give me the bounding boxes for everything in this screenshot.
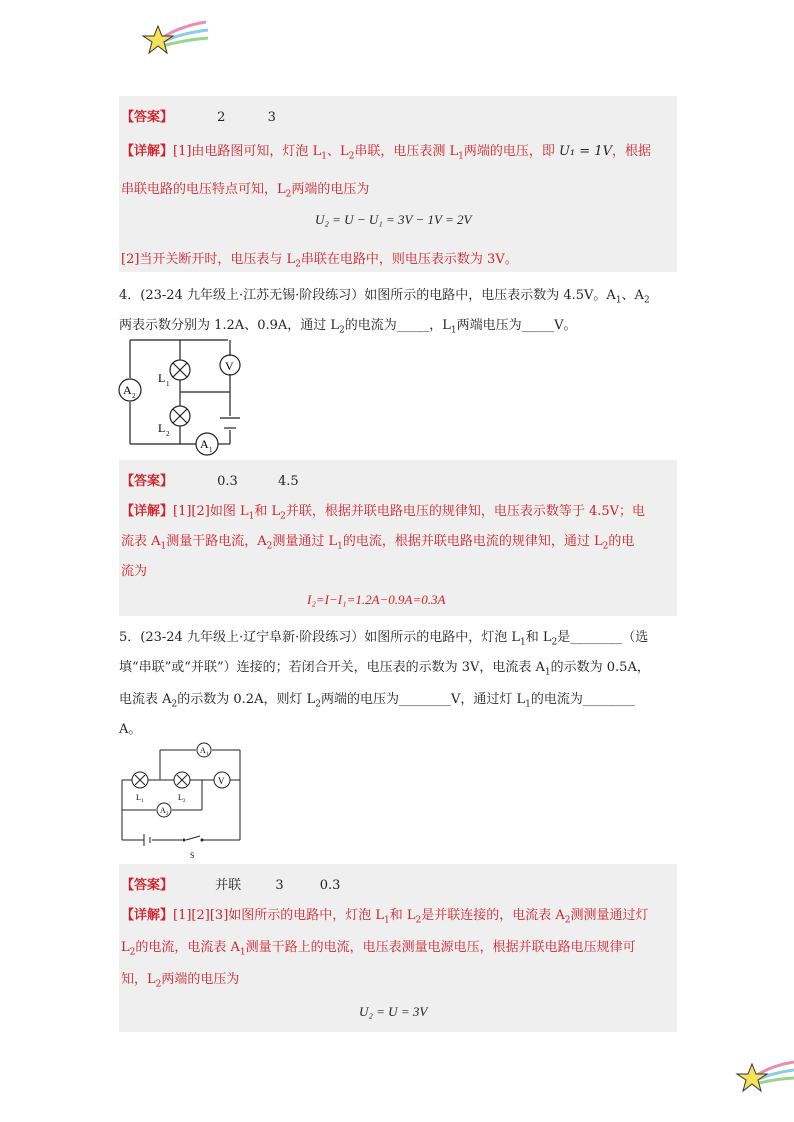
subscript: 1 xyxy=(615,295,622,306)
subscript: 1 xyxy=(525,699,531,710)
subscript: 2 xyxy=(564,915,571,926)
detail-text: [1][2][3]如图所示的电路中，灯泡 L xyxy=(173,908,385,923)
lamp-label: L xyxy=(158,421,166,435)
question-5 xyxy=(119,626,648,648)
question-text: 、A xyxy=(621,288,644,303)
subscript: 2 xyxy=(295,259,301,270)
answer-value: 并联 xyxy=(215,878,242,893)
question-4 xyxy=(119,284,650,306)
detail-text: 测测量通过灯 xyxy=(570,908,649,923)
subscript: 2 xyxy=(315,699,321,710)
detail-text: 两端的电压为 xyxy=(161,972,240,987)
detail-text: 串联，电压表测 L xyxy=(354,144,459,159)
subscript: 1 xyxy=(458,151,464,162)
question-text: 电流表 A xyxy=(119,692,172,707)
question-text: 是________（选 xyxy=(557,630,649,645)
question-text: 的电流为_____，L xyxy=(344,318,451,333)
detail-text: 并联，根据并联电路电压的规律知，电压表示数等于 4.5V；电 xyxy=(285,504,646,519)
question-text: 两表示数分别为 1.2A、0.9A，通过 L xyxy=(119,318,340,333)
detail-text: 串联电路的电压特点可知，L xyxy=(121,182,286,197)
subscript: 1 xyxy=(544,667,551,678)
subscript: 2 xyxy=(183,799,186,804)
equation: I₂=I−I₁=1.2A−0.9A=0.3A xyxy=(307,592,446,607)
subscript: 2 xyxy=(280,511,286,522)
detail-text: 的电 xyxy=(608,534,635,549)
detail-text: 的电流，根据并联电路电流的规律知，通过 L xyxy=(342,534,603,549)
detail-text: 测量干路电流，A xyxy=(166,534,267,549)
lamp-label: L xyxy=(178,793,183,802)
circuit-diagram-q4 xyxy=(118,334,258,458)
subscript: 2 xyxy=(551,637,558,648)
answer-value: 0.3 xyxy=(217,474,238,489)
detail-text: 两端的电压，即 xyxy=(463,144,555,159)
detail-text: 知，L xyxy=(121,972,156,987)
question-5-line3 xyxy=(119,688,635,710)
circuit-diagram-q5 xyxy=(118,740,248,862)
ammeter-label: A xyxy=(200,437,209,451)
detail-text: 、L xyxy=(326,144,349,159)
detail-text: 的电流，电流表 A xyxy=(135,940,240,955)
detail-text: ，根据 xyxy=(611,144,651,159)
detail-text: [1]由电路图可知，灯泡 L xyxy=(173,144,322,159)
ammeter-label: A xyxy=(200,746,206,755)
subscript: 1 xyxy=(239,947,246,958)
shooting-star-icon xyxy=(734,1056,794,1096)
voltmeter-label: V xyxy=(218,776,225,786)
equation: U₂ = U − U₁ = 3V − 1V = 2V xyxy=(315,212,472,227)
detail-label: 【详解】 xyxy=(121,144,174,159)
detail-text: 串联在电路中，则电压表示数为 3V。 xyxy=(300,252,518,267)
ammeter-label: A xyxy=(123,383,132,397)
question-text: 和 L xyxy=(525,630,552,645)
inline-equation: U₁ = 1V xyxy=(558,144,612,159)
answer-value: 4.5 xyxy=(277,474,299,489)
question-text: 的示数为 0.5A， xyxy=(550,660,650,675)
question-text: 4．(23-24 九年级上·江苏无锡·阶段练习）如图所示的电路中，电压表示数为 4.5V。A xyxy=(119,288,616,303)
detail-text: 是并联连接的，电流表 A xyxy=(421,908,565,923)
subscript: 2 xyxy=(266,541,273,552)
question-text: A。 xyxy=(119,722,142,737)
detail-text: [2]当开关断开时，电压表与 L xyxy=(121,252,296,267)
q3-answer-block xyxy=(119,96,677,272)
equation: U₂ = U = 3V xyxy=(359,1004,428,1019)
subscript: 2 xyxy=(129,947,136,958)
subscript: 2 xyxy=(602,541,609,552)
shooting-star-icon xyxy=(140,18,210,58)
subscript: 2 xyxy=(166,812,169,817)
question-text: 两端电压为_____V。 xyxy=(456,318,577,333)
detail-text: 和 L xyxy=(389,908,416,923)
subscript: 2 xyxy=(643,295,650,306)
subscript: 1 xyxy=(166,380,170,388)
subscript: 1 xyxy=(321,151,327,162)
detail-text: 和 L xyxy=(254,504,281,519)
subscript: 2 xyxy=(132,392,136,400)
detail-label: 【详解】 xyxy=(121,908,174,923)
subscript: 2 xyxy=(415,915,422,926)
voltmeter-label: V xyxy=(225,359,234,373)
subscript: 2 xyxy=(155,979,162,990)
question-4-line2 xyxy=(119,314,577,336)
detail-text: L xyxy=(121,940,130,955)
q4-answer-block xyxy=(119,460,677,616)
subscript: 1 xyxy=(209,446,213,454)
answer-value: 0.3 xyxy=(319,878,341,893)
answer-label: 【答案】 xyxy=(121,110,174,125)
detail-text: 测量干路上的电流，电压表测量电源电压，根据并联电路电压规律可 xyxy=(245,940,636,955)
lamp-label: L xyxy=(158,371,166,385)
question-text: 的示数为 0.2A，则灯 L xyxy=(177,692,316,707)
answer-label: 【答案】 xyxy=(121,878,174,893)
subscript: 1 xyxy=(160,541,167,552)
subscript: 1 xyxy=(384,915,390,926)
detail-text: [1][2]如图 L xyxy=(173,504,249,519)
subscript: 1 xyxy=(248,511,255,522)
subscript: 1 xyxy=(450,325,457,336)
lamp-label: L xyxy=(136,793,141,802)
subscript: 2 xyxy=(166,430,170,438)
question-text: 两端的电压为________V，通过灯 L xyxy=(320,692,526,707)
switch-label: S xyxy=(190,851,195,860)
answer-value: 2 xyxy=(217,110,226,125)
subscript: 2 xyxy=(348,151,355,162)
detail-text: 两端的电压为 xyxy=(291,182,370,197)
subscript: 1 xyxy=(141,799,144,804)
subscript: 2 xyxy=(339,325,345,336)
ammeter-label: A xyxy=(160,806,166,815)
question-text: 5．(23-24 九年级上·辽宁阜新·阶段练习）如图所示的电路中，灯泡 L xyxy=(119,630,520,645)
question-text: 的电流为________ xyxy=(530,692,635,707)
subscript: 1 xyxy=(337,541,343,552)
subscript: 1 xyxy=(519,637,526,648)
question-text: 填“串联”或“并联”）连接的；若闭合开关，电压表的示数为 3V，电流表 A xyxy=(119,660,545,675)
answer-label: 【答案】 xyxy=(121,474,174,489)
detail-text: 流为 xyxy=(121,564,148,579)
detail-text: 测量通过 L xyxy=(272,534,338,549)
subscript: 1 xyxy=(206,752,209,757)
answer-value: 3 xyxy=(275,878,284,893)
q5-answer-block xyxy=(119,864,677,1032)
detail-text: 流表 A xyxy=(121,534,161,549)
subscript: 2 xyxy=(171,699,178,710)
subscript: 2 xyxy=(285,189,292,200)
detail-label: 【详解】 xyxy=(121,504,174,519)
question-5-line2 xyxy=(119,656,650,678)
answer-value: 3 xyxy=(267,110,276,125)
